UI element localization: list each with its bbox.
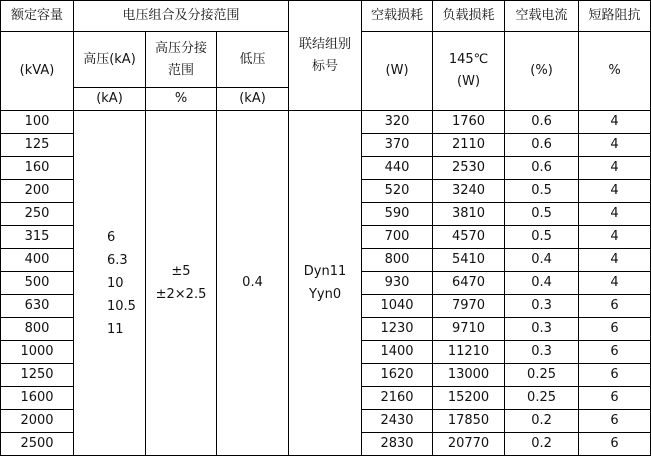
header-hv-unit: (kA) — [74, 88, 146, 111]
tap-values — [156, 260, 207, 306]
cell-noload-loss: 520 — [362, 180, 433, 203]
cell-impedance: 6 — [579, 433, 651, 456]
cell-noload-loss: 1620 — [362, 364, 433, 387]
header-lv: 低压 — [217, 32, 289, 88]
cell-capacity: 1250 — [1, 364, 74, 387]
vector-value: Yyn0 — [308, 287, 342, 302]
cell-load-loss: 17850 — [433, 410, 505, 433]
cell-noload-loss: 320 — [362, 111, 433, 134]
cell-load-loss: 13000 — [433, 364, 505, 387]
cell-impedance: 4 — [579, 157, 651, 180]
cell-noload-current: 0.3 — [505, 318, 579, 341]
cell-noload-current: 0.6 — [505, 134, 579, 157]
cell-capacity: 125 — [1, 134, 74, 157]
hv-value: 6.3 — [107, 252, 128, 268]
cell-capacity: 200 — [1, 180, 74, 203]
header-noload-loss: 空载损耗 — [362, 1, 433, 32]
header-load-loss-unit: (W) — [457, 74, 481, 89]
header-noload-current-unit: (%) — [505, 32, 579, 111]
cell-capacity: 1600 — [1, 387, 74, 410]
header-impedance: 短路阻抗 — [579, 1, 651, 32]
cell-noload-loss: 2830 — [362, 433, 433, 456]
header-vector-line2: 标号 — [312, 58, 339, 74]
header-lv-unit: (kA) — [217, 88, 289, 111]
cell-impedance: 6 — [579, 295, 651, 318]
header-capacity-unit: (kVA) — [1, 32, 74, 111]
cell-capacity: 630 — [1, 295, 74, 318]
header-tap-range — [146, 32, 217, 88]
cell-noload-current: 0.5 — [505, 226, 579, 249]
cell-impedance: 6 — [579, 410, 651, 433]
cell-load-loss: 2110 — [433, 134, 505, 157]
cell-noload-current: 0.6 — [505, 157, 579, 180]
cell-noload-current: 0.25 — [505, 387, 579, 410]
cell-capacity: 400 — [1, 249, 74, 272]
cell-noload-loss: 590 — [362, 203, 433, 226]
cell-load-loss: 4570 — [433, 226, 505, 249]
cell-impedance: 6 — [579, 318, 651, 341]
cell-noload-current: 0.6 — [505, 111, 579, 134]
cell-impedance: 6 — [579, 341, 651, 364]
cell-noload-loss: 1400 — [362, 341, 433, 364]
cell-noload-loss: 1230 — [362, 318, 433, 341]
cell-capacity: 100 — [1, 111, 74, 134]
cell-hv-merged — [74, 111, 146, 456]
header-capacity: 额定容量 — [1, 1, 74, 32]
cell-load-loss: 2530 — [433, 157, 505, 180]
header-load-loss-sub — [433, 32, 505, 111]
cell-impedance: 4 — [579, 203, 651, 226]
cell-lv-merged: 0.4 — [217, 111, 289, 456]
cell-tap-merged — [146, 111, 217, 456]
vector-value: Dyn11 — [303, 264, 347, 279]
cell-noload-loss: 1040 — [362, 295, 433, 318]
header-impedance-unit: % — [579, 32, 651, 111]
cell-capacity: 1000 — [1, 341, 74, 364]
cell-noload-loss: 800 — [362, 249, 433, 272]
cell-noload-current: 0.5 — [505, 203, 579, 226]
hv-value: 6 — [107, 229, 116, 245]
cell-noload-loss: 370 — [362, 134, 433, 157]
hv-value: 10.5 — [107, 298, 136, 314]
cell-load-loss: 5410 — [433, 249, 505, 272]
cell-impedance: 4 — [579, 249, 651, 272]
cell-noload-current: 0.4 — [505, 249, 579, 272]
cell-load-loss: 7970 — [433, 295, 505, 318]
cell-noload-current: 0.25 — [505, 364, 579, 387]
header-load-loss: 负载损耗 — [433, 1, 505, 32]
cell-impedance: 4 — [579, 180, 651, 203]
cell-load-loss: 20770 — [433, 433, 505, 456]
cell-load-loss: 3810 — [433, 203, 505, 226]
cell-load-loss: 3240 — [433, 180, 505, 203]
cell-load-loss: 1760 — [433, 111, 505, 134]
header-tap-unit: % — [146, 88, 217, 111]
header-load-loss-temp: 145℃ — [448, 52, 489, 67]
header-vector-group — [289, 1, 362, 111]
header-noload-current: 空载电流 — [505, 1, 579, 32]
cell-load-loss: 11210 — [433, 341, 505, 364]
cell-noload-current: 0.5 — [505, 180, 579, 203]
hv-value: 10 — [107, 275, 124, 291]
cell-impedance: 4 — [579, 134, 651, 157]
cell-noload-current: 0.2 — [505, 410, 579, 433]
tap-value: ±2×2.5 — [155, 287, 207, 302]
cell-load-loss: 9710 — [433, 318, 505, 341]
tap-value: ±5 — [171, 264, 191, 279]
cell-capacity: 2000 — [1, 410, 74, 433]
cell-noload-loss: 2160 — [362, 387, 433, 410]
header-voltage-group: 电压组合及分接范围 — [74, 1, 289, 32]
cell-noload-current: 0.3 — [505, 341, 579, 364]
cell-noload-loss: 2430 — [362, 410, 433, 433]
header-tap-line2: 范围 — [167, 62, 194, 78]
cell-impedance: 4 — [579, 111, 651, 134]
hv-values — [107, 226, 136, 341]
cell-impedance: 4 — [579, 272, 651, 295]
cell-noload-current: 0.2 — [505, 433, 579, 456]
cell-impedance: 4 — [579, 226, 651, 249]
cell-impedance: 6 — [579, 364, 651, 387]
cell-noload-current: 0.4 — [505, 272, 579, 295]
hv-value: 11 — [107, 321, 124, 337]
cell-noload-current: 0.3 — [505, 295, 579, 318]
cell-capacity: 2500 — [1, 433, 74, 456]
cell-noload-loss: 440 — [362, 157, 433, 180]
header-noload-loss-unit: (W) — [362, 32, 433, 111]
cell-vector-merged — [289, 111, 362, 456]
vector-values — [304, 260, 347, 306]
cell-capacity: 800 — [1, 318, 74, 341]
cell-noload-loss: 700 — [362, 226, 433, 249]
cell-load-loss: 15200 — [433, 387, 505, 410]
cell-load-loss: 6470 — [433, 272, 505, 295]
cell-capacity: 250 — [1, 203, 74, 226]
header-row-1 — [1, 1, 651, 32]
table-row — [1, 111, 651, 134]
cell-capacity: 160 — [1, 157, 74, 180]
cell-noload-loss: 930 — [362, 272, 433, 295]
cell-capacity: 500 — [1, 272, 74, 295]
header-hv: 高压(kA) — [74, 32, 146, 88]
header-vector-line1: 联结组别 — [299, 36, 352, 52]
cell-impedance: 6 — [579, 387, 651, 410]
cell-capacity: 315 — [1, 226, 74, 249]
header-tap-line1: 高压分接 — [154, 40, 207, 56]
